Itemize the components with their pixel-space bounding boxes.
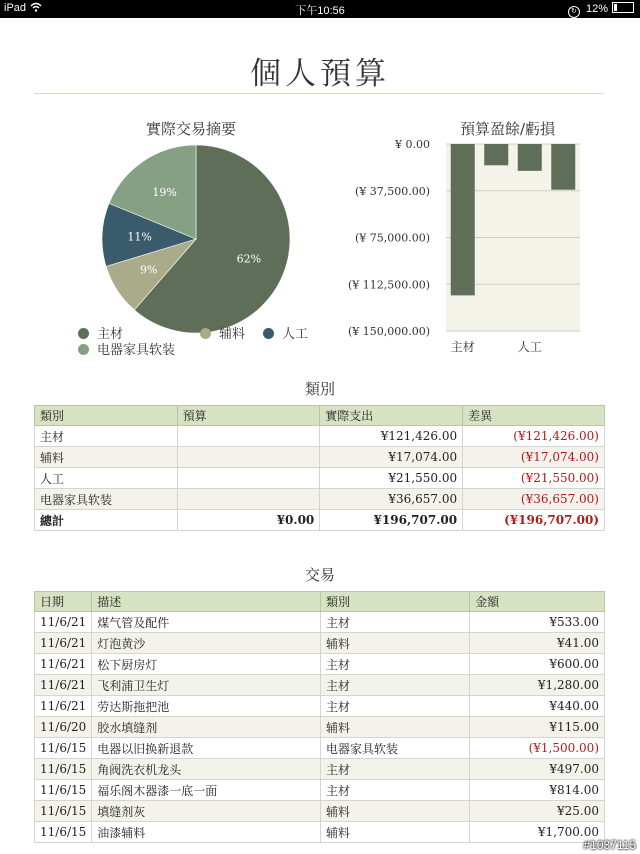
date-cell: 11/6/15	[35, 738, 92, 759]
col-header-actual: 實際支出	[320, 406, 463, 426]
date-cell: 11/6/21	[35, 675, 92, 696]
y-tick-label: (¥ 112,500.00)	[347, 278, 430, 292]
transaction-table	[34, 591, 605, 843]
legend-swatch	[78, 328, 89, 339]
total-budget: ¥0.00	[177, 510, 320, 531]
category-section-title: 類別	[304, 380, 335, 398]
actual-cell: ¥36,657.00	[320, 489, 463, 510]
category-cell: 主材	[321, 675, 470, 696]
category-cell: 辅料	[35, 447, 178, 468]
bar	[451, 144, 475, 295]
legend-item-1	[200, 323, 245, 342]
description-cell: 电器以旧换新退款	[92, 738, 321, 759]
category-cell: 主材	[321, 759, 470, 780]
total-difference: (¥196,707.00)	[463, 510, 605, 531]
description-cell: 飞利浦卫生灯	[92, 675, 321, 696]
description-cell: 油漆辅料	[92, 822, 321, 843]
bar-chart-title: 預算盈餘/虧損	[460, 120, 556, 138]
actual-cell: ¥21,550.00	[320, 468, 463, 489]
amount-cell: (¥1,500.00)	[470, 738, 605, 759]
transaction-row	[35, 612, 605, 633]
description-cell: 填缝剂灰	[92, 801, 321, 822]
category-table	[34, 405, 605, 531]
category-cell: 辅料	[321, 822, 470, 843]
category-row	[35, 447, 605, 468]
category-cell: 主材	[35, 426, 178, 447]
category-cell: 主材	[321, 612, 470, 633]
category-header-row	[35, 406, 605, 426]
amount-cell: ¥1,700.00	[470, 822, 605, 843]
transaction-header-row	[35, 592, 605, 612]
col-header-amount: 金額	[470, 592, 605, 612]
category-row	[35, 489, 605, 510]
pie-chart-title: 實際交易摘要	[146, 120, 237, 138]
transaction-row	[35, 675, 605, 696]
pie-slice-label: 9%	[139, 263, 158, 277]
difference-cell: (¥17,074.00)	[463, 447, 605, 468]
pie-slice-label: 11%	[127, 230, 152, 244]
col-header-category: 類別	[35, 406, 178, 426]
page-title: 個人預算	[250, 56, 390, 92]
date-cell: 11/6/21	[35, 654, 92, 675]
battery-icon	[612, 2, 634, 13]
col-header-difference: 差異	[463, 406, 605, 426]
amount-cell: ¥115.00	[470, 717, 605, 738]
amount-cell: ¥41.00	[470, 633, 605, 654]
budget-cell	[177, 447, 320, 468]
description-cell: 角阀洗衣机龙头	[92, 759, 321, 780]
date-cell: 11/6/15	[35, 822, 92, 843]
amount-cell: ¥814.00	[470, 780, 605, 801]
y-tick-label: (¥ 75,000.00)	[354, 231, 430, 245]
amount-cell: ¥1,280.00	[470, 675, 605, 696]
difference-cell: (¥121,426.00)	[463, 426, 605, 447]
pie-slice-label: 19%	[152, 186, 177, 200]
transaction-row	[35, 696, 605, 717]
amount-cell: ¥497.00	[470, 759, 605, 780]
amount-cell: ¥440.00	[470, 696, 605, 717]
actual-cell: ¥17,074.00	[320, 447, 463, 468]
x-tick-label: 主材	[450, 340, 475, 354]
amount-cell: ¥600.00	[470, 654, 605, 675]
description-cell: 福乐阁木器漆一底一面	[92, 780, 321, 801]
date-cell: 11/6/20	[35, 717, 92, 738]
pie-slice-label: 62%	[236, 252, 262, 266]
difference-cell: (¥36,657.00)	[463, 489, 605, 510]
category-row	[35, 426, 605, 447]
y-tick-label: ¥ 0.00	[395, 138, 430, 151]
category-cell: 辅料	[321, 633, 470, 654]
legend-label: 人工	[282, 326, 309, 341]
category-cell: 主材	[321, 654, 470, 675]
budget-cell	[177, 426, 320, 447]
legend-item-2	[263, 323, 308, 342]
battery-percent: 12%	[585, 3, 608, 15]
transaction-row	[35, 654, 605, 675]
budget-cell	[177, 489, 320, 510]
amount-cell: ¥25.00	[470, 801, 605, 822]
date-cell: 11/6/15	[35, 780, 92, 801]
category-total-row	[35, 510, 605, 531]
transaction-row	[35, 717, 605, 738]
bar	[518, 144, 542, 171]
rotation-lock-icon: ↻	[568, 6, 580, 18]
col-header-description: 描述	[92, 592, 321, 612]
col-header-date: 日期	[35, 592, 92, 612]
description-cell: 煤气管及配件	[92, 612, 321, 633]
transaction-row	[35, 738, 605, 759]
legend-label: 电器家具软装	[97, 342, 176, 357]
title-divider	[34, 93, 604, 94]
bar	[551, 144, 575, 190]
status-right	[568, 2, 634, 18]
category-cell: 主材	[321, 780, 470, 801]
difference-cell: (¥21,550.00)	[463, 468, 605, 489]
legend-label: 主材	[97, 326, 124, 341]
watermark: #1037115	[583, 838, 636, 852]
description-cell: 灯泡黄沙	[92, 633, 321, 654]
status-bar	[0, 0, 640, 18]
category-cell: 人工	[35, 468, 178, 489]
date-cell: 11/6/21	[35, 633, 92, 654]
category-cell: 辅料	[321, 801, 470, 822]
x-tick-label: 人工	[517, 340, 542, 354]
transaction-row	[35, 759, 605, 780]
status-device: iPad	[4, 2, 42, 14]
legend-swatch	[263, 328, 274, 339]
total-actual: ¥196,707.00	[320, 510, 463, 531]
amount-cell: ¥533.00	[470, 612, 605, 633]
description-cell: 劳达斯拖把池	[92, 696, 321, 717]
category-cell: 主材	[321, 696, 470, 717]
actual-cell: ¥121,426.00	[320, 426, 463, 447]
legend-item-3	[78, 339, 175, 358]
total-label: 總計	[35, 510, 178, 531]
transaction-row	[35, 801, 605, 822]
category-cell: 电器家具软装	[35, 489, 178, 510]
col-header-category: 類別	[321, 592, 470, 612]
pie-chart	[100, 143, 292, 335]
category-cell: 电器家具软装	[321, 738, 470, 759]
bar	[484, 144, 508, 165]
date-cell: 11/6/15	[35, 801, 92, 822]
category-row	[35, 468, 605, 489]
budget-cell	[177, 468, 320, 489]
date-cell: 11/6/21	[35, 696, 92, 717]
transaction-row	[35, 633, 605, 654]
date-cell: 11/6/15	[35, 759, 92, 780]
description-cell: 松下厨房灯	[92, 654, 321, 675]
y-tick-label: (¥ 150,000.00)	[347, 325, 430, 338]
transaction-row	[35, 822, 605, 843]
description-cell: 胶水填缝剂	[92, 717, 321, 738]
y-tick-label: (¥ 37,500.00)	[354, 184, 430, 198]
col-header-budget: 預算	[177, 406, 320, 426]
category-cell: 辅料	[321, 717, 470, 738]
legend-label: 辅料	[219, 326, 246, 341]
bar-chart	[340, 136, 590, 358]
legend-swatch	[78, 344, 89, 355]
status-time: 下午10:56	[295, 5, 345, 17]
transaction-row	[35, 780, 605, 801]
date-cell: 11/6/21	[35, 612, 92, 633]
transaction-section-title: 交易	[304, 566, 335, 584]
legend-swatch	[200, 328, 211, 339]
